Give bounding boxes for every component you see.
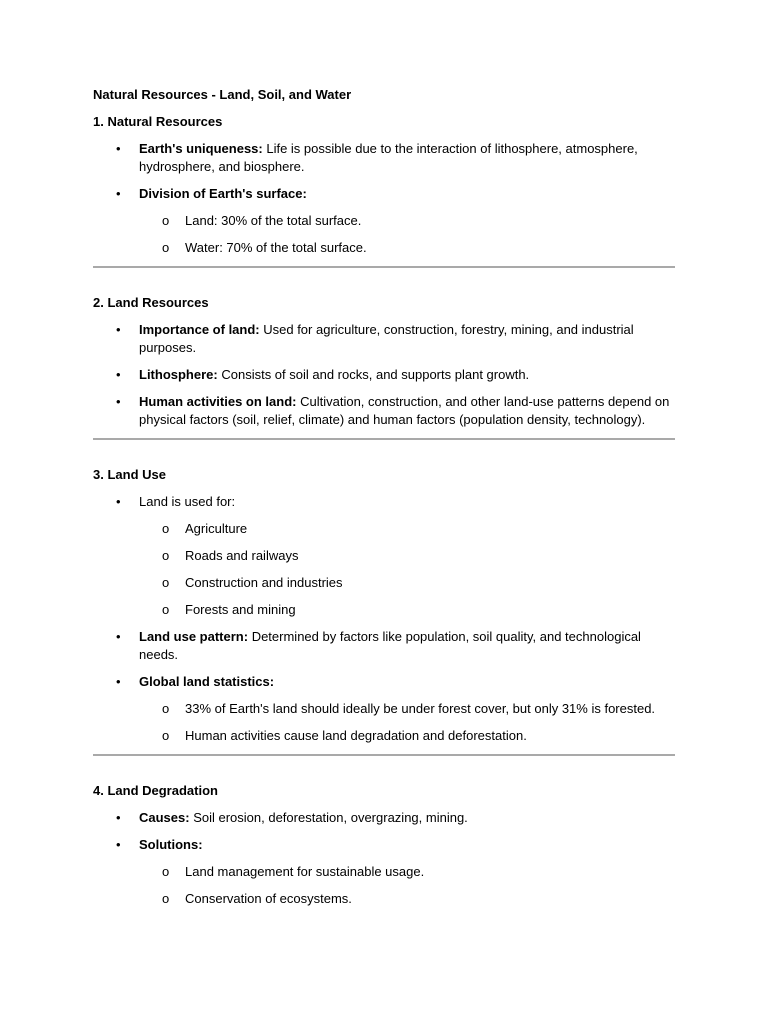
document-body <box>93 86 675 917</box>
item-label: Solutions: <box>139 837 203 852</box>
sub-bullet-icon: o <box>162 548 170 563</box>
bullet-icon: • <box>116 837 121 852</box>
list-item <box>93 393 675 429</box>
section-list <box>93 493 675 745</box>
list-item <box>93 809 675 827</box>
sub-bullet-icon: o <box>162 602 170 617</box>
item-label: Causes: <box>139 810 190 825</box>
item-text: Soil erosion, deforestation, overgrazing, mining. <box>189 810 468 825</box>
section-list <box>93 140 675 257</box>
item-label: Earth's uniqueness: <box>139 141 263 156</box>
item-label: Land use pattern: <box>139 629 249 644</box>
item-label: Global land statistics: <box>139 674 275 689</box>
sub-item-text: Forests and mining <box>185 602 296 617</box>
item-label: Lithosphere: <box>139 367 218 382</box>
item-text: Land is used for: <box>139 494 236 509</box>
bullet-icon: • <box>116 186 121 201</box>
sub-item-text: Human activities cause land degradation and deforestation. <box>185 728 527 743</box>
sub-list-item <box>139 727 675 745</box>
sub-list-item <box>139 863 675 881</box>
bullet-icon: • <box>116 810 121 825</box>
list-item <box>93 493 675 619</box>
bullet-icon: • <box>116 141 121 156</box>
sub-list-item <box>139 520 675 538</box>
item-text: Life is possible due to the interaction of lithosphere, atmosphere, hydrosphere, and biosphere. <box>139 141 638 174</box>
sub-list-item <box>139 547 675 565</box>
list-item <box>93 673 675 745</box>
sub-list-item <box>139 574 675 592</box>
sub-list-item <box>139 890 675 908</box>
sub-bullet-icon: o <box>162 213 170 228</box>
item-text: Determined by factors like population, soil quality, and technological needs. <box>139 629 641 662</box>
item-text: Consists of soil and rocks, and supports plant growth. <box>217 367 530 382</box>
list-item <box>93 321 675 357</box>
section-divider <box>93 266 675 268</box>
sub-list-item <box>139 601 675 619</box>
item-label: Division of Earth's surface: <box>139 186 307 201</box>
section-divider <box>93 438 675 440</box>
sub-item-text: Land management for sustainable usage. <box>185 864 425 879</box>
bullet-icon: • <box>116 494 121 509</box>
bullet-icon: • <box>116 394 121 409</box>
item-label: Importance of land: <box>139 322 260 337</box>
sub-item-text: Land: 30% of the total surface. <box>185 213 362 228</box>
section-divider <box>93 754 675 756</box>
sub-item-text: Conservation of ecosystems. <box>185 891 352 906</box>
list-item <box>93 185 675 257</box>
list-item <box>93 628 675 664</box>
section-heading-land-resources: 2. Land Resources <box>93 295 209 310</box>
sub-list <box>139 700 675 745</box>
document-title: Natural Resources - Land, Soil, and Water <box>93 87 352 102</box>
item-text: Used for agriculture, construction, forestry, mining, and industrial purposes. <box>139 322 634 355</box>
section-heading-land-use: 3. Land Use <box>93 467 166 482</box>
sub-bullet-icon: o <box>162 891 170 906</box>
sub-bullet-icon: o <box>162 864 170 879</box>
sub-bullet-icon: o <box>162 701 170 716</box>
sub-bullet-icon: o <box>162 240 170 255</box>
sub-bullet-icon: o <box>162 575 170 590</box>
item-text: Cultivation, construction, and other land-use patterns depend on physical factors (soil, relief, climate) and human factors (population density, technology). <box>139 394 670 427</box>
sub-list-item <box>139 700 675 718</box>
sub-list <box>139 520 675 619</box>
sub-bullet-icon: o <box>162 728 170 743</box>
item-label: Human activities on land: <box>139 394 297 409</box>
sub-item-text: Agriculture <box>185 521 248 536</box>
section-heading-land-degradation: 4. Land Degradation <box>93 783 218 798</box>
sub-item-text: Construction and industries <box>185 575 343 590</box>
section-list <box>93 321 675 429</box>
sub-list-item <box>139 212 675 230</box>
list-item <box>93 140 675 176</box>
list-item <box>93 836 675 908</box>
sub-list <box>139 212 675 257</box>
bullet-icon: • <box>116 367 121 382</box>
sub-list-item <box>139 239 675 257</box>
sub-item-text: Roads and railways <box>185 548 299 563</box>
bullet-icon: • <box>116 674 121 689</box>
sub-item-text: Water: 70% of the total surface. <box>185 240 367 255</box>
bullet-icon: • <box>116 322 121 337</box>
sub-bullet-icon: o <box>162 521 170 536</box>
bullet-icon: • <box>116 629 121 644</box>
sub-list <box>139 863 675 908</box>
section-list <box>93 809 675 908</box>
sub-item-text: 33% of Earth's land should ideally be under forest cover, but only 31% is forested. <box>185 701 656 716</box>
list-item <box>93 366 675 384</box>
section-heading-natural-resources: 1. Natural Resources <box>93 114 223 129</box>
